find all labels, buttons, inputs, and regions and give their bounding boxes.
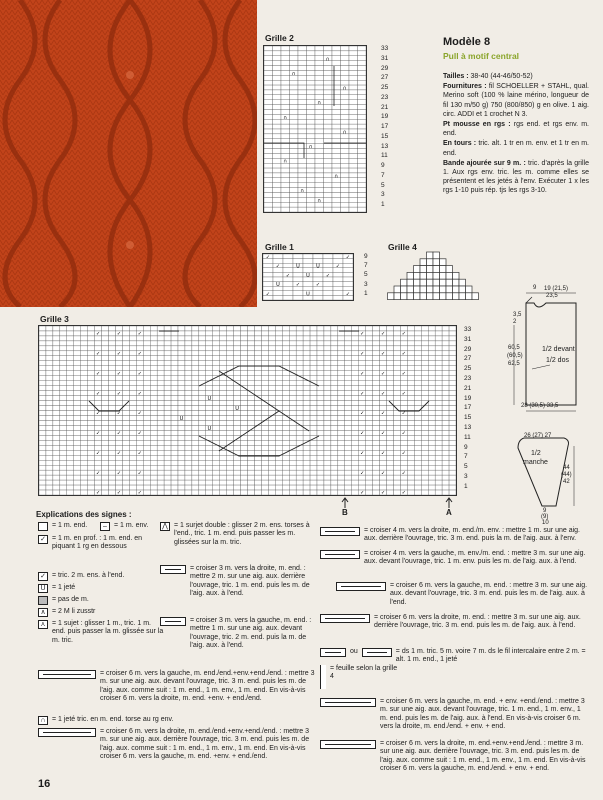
page-number: 16 — [38, 778, 51, 790]
svg-text:∩: ∩ — [317, 197, 322, 204]
grille-4-title: Grille 4 — [388, 242, 417, 252]
row-number: 23 — [381, 93, 389, 101]
svg-text:✓: ✓ — [116, 470, 122, 477]
svg-text:✓: ✓ — [95, 370, 101, 377]
row-number: 9 — [364, 253, 368, 260]
grille-3-chart — [38, 325, 457, 496]
svg-text:✓: ✓ — [401, 390, 407, 397]
row-number: 31 — [381, 54, 389, 62]
svg-text:✓: ✓ — [360, 390, 365, 397]
row-number: 3 — [364, 280, 368, 288]
row-number: 33 — [381, 45, 389, 52]
row-number: 7 — [364, 262, 368, 270]
body-neck-measure-2: 2 — [513, 319, 517, 325]
svg-text:✓: ✓ — [116, 450, 122, 457]
svg-text:✓: ✓ — [137, 390, 142, 397]
svg-text:U: U — [276, 282, 280, 289]
grille-1-title: Grille 1 — [265, 242, 294, 252]
svg-text:✓: ✓ — [401, 450, 407, 457]
svg-text:✓: ✓ — [95, 430, 101, 437]
svg-text:✓: ✓ — [116, 410, 122, 417]
svg-text:✓: ✓ — [137, 331, 142, 338]
svg-text:✓: ✓ — [275, 263, 281, 270]
row-number: 19 — [381, 113, 389, 121]
svg-text:∩: ∩ — [342, 85, 347, 92]
svg-text:✓: ✓ — [325, 272, 331, 279]
legend-cross6-right-purl: = croiser 6 m. vers la droite, m. end.+env.+end./end. : mettre 3 m. sur une aig. aux. derrière l'ouvrage, tric. 3 m. end. puis les m. de l'aig. aux. comme suit : 1 m. end., 1 m. env., 1 m. end. En vis-à-vis croiser 6 m. vers la gauche, m. end./end. + env. + end. — [320, 740, 590, 774]
svg-text:✓: ✓ — [401, 331, 407, 338]
sleeve-label: manche — [523, 459, 548, 466]
legend-cross4-left: = croiser 4 m. vers la gauche, m. env./m. end. : mettre 3 m. sur une aig. aux. devant l'ouvrage, tric. 1 m. env. puis les m. de l'aig. aux. à l'end. — [320, 550, 590, 567]
svg-text:✓: ✓ — [380, 331, 386, 338]
row-number: 17 — [464, 404, 472, 412]
svg-text:∩: ∩ — [334, 173, 339, 180]
svg-text:✓: ✓ — [116, 351, 122, 358]
svg-text:✓: ✓ — [116, 490, 122, 495]
grille-4-chart — [384, 250, 482, 302]
svg-text:✓: ✓ — [360, 351, 365, 358]
instr-lace-band: Bande ajourée sur 9 m. : tric. d'après la grille 1. Aux rgs env. tric. les m. comme elles se présentent et les jetés à l'env. Exécuter 1 x les rgs 1-10 puis rép. tjs les rgs 3-10. — [443, 159, 589, 195]
svg-text:✓: ✓ — [380, 450, 386, 457]
row-number: 27 — [464, 355, 472, 363]
svg-text:✓: ✓ — [137, 351, 142, 358]
svg-text:✓: ✓ — [295, 282, 301, 289]
svg-text:✓: ✓ — [265, 254, 271, 261]
row-number: 31 — [464, 335, 472, 343]
legend-yarn-over: U = 1 jeté — [38, 584, 160, 593]
sleeve-label-half: 1/2 — [531, 450, 541, 457]
row-number: 1 — [464, 482, 468, 490]
svg-text:✓: ✓ — [360, 470, 365, 477]
legend-knit: = 1 m. end. — [38, 522, 148, 531]
grille-1-chart — [262, 253, 354, 301]
svg-text:✓: ✓ — [380, 351, 386, 358]
knit-swatch-photo — [0, 0, 257, 307]
svg-text:✓: ✓ — [380, 430, 386, 437]
sleeve-cuff-3: 10 — [542, 520, 549, 526]
grille-3-arrows — [340, 497, 455, 509]
row-number: 9 — [381, 162, 385, 169]
body-neck-measure-1: 3,5 — [513, 312, 522, 318]
svg-text:✓: ✓ — [137, 450, 142, 457]
svg-text:✓: ✓ — [95, 490, 101, 495]
legend-leaf: = feuille selon la grille 4 — [320, 665, 400, 689]
svg-text:∩: ∩ — [325, 56, 330, 63]
svg-text:∩: ∩ — [283, 158, 288, 165]
sleeve-cuff-1: 9 — [543, 508, 547, 514]
legend-cross6-right-combo: = croiser 6 m. vers la droite, m. end./end.+env.+end./end. : mettre 3 m. sur une aig. aux. derrière l'ouvrage, tric. 3 m. end. puis les m. de l'aig. aux. comme suit : 1 m. end., 1 m. env., 1 m. end. En vis-à-vis croiser 6 m. vers la gauche, m. end. +env. + end./end. — [38, 728, 318, 762]
svg-text:✓: ✓ — [265, 291, 271, 298]
svg-text:✓: ✓ — [360, 430, 365, 437]
row-number: 11 — [464, 433, 471, 441]
row-number: 11 — [381, 152, 388, 160]
sleeve-cuff-2: (9) — [541, 514, 549, 520]
row-number: 23 — [464, 375, 472, 382]
svg-text:✓: ✓ — [137, 490, 142, 495]
svg-text:✓: ✓ — [345, 254, 351, 261]
row-number: 15 — [464, 414, 472, 422]
sleeve-length-1: 44 — [563, 465, 570, 471]
instructions — [443, 72, 589, 197]
instr-garter: Pt mousse en rgs : rgs end. et rgs env. m. end. — [443, 121, 589, 138]
svg-text:✓: ✓ — [401, 410, 407, 417]
legend-ssk: ⋏ = 1 sujet : glisser 1 m., tric. 1 m. end. puis passer la m. glissée sur la m. tric. — [38, 620, 166, 645]
row-number: 5 — [464, 463, 468, 471]
svg-text:U: U — [316, 263, 320, 270]
legend-cross3-left: = croiser 3 m. vers la gauche, m. end. : mettre 1 m. sur une aig. aux. devant l'ouvrage, tric. 2 m. end. puis la m. de l'aig. aux. à l'end. — [160, 617, 312, 651]
row-number: 29 — [381, 64, 389, 72]
svg-text:✓: ✓ — [380, 470, 386, 477]
row-number: 19 — [464, 394, 472, 402]
row-number: 29 — [464, 345, 472, 353]
sleeve-length-2: (44) — [561, 472, 572, 478]
svg-text:✓: ✓ — [116, 370, 122, 377]
svg-text:✓: ✓ — [315, 282, 321, 289]
legend-cross3-right: = croiser 3 m. vers la droite, m. end. : mettre 2 m. sur une aig. aux. derrière l'ouvrage, tric. 1 m. end. puis les m. de l'aig. aux. à l'end. — [160, 565, 312, 599]
legend-cross6-left-combo: = croiser 6 m. vers la gauche, m. end./end.+env.+end./end. : mettre 3 m. sur une aig. aux. devant l'ouvrage, tric. 3 m. end. puis les m. de l'aig. aux. comme suit : 1 m. end., 1 m. env., 1 m. end. En vis-à-vis croiser 6 m. vers la droite, m. end. +env. + end./end. — [38, 670, 318, 704]
svg-text:✓: ✓ — [116, 390, 122, 397]
svg-text:✓: ✓ — [116, 430, 122, 437]
svg-text:U: U — [306, 291, 310, 298]
legend-purl: – = 1 m. env. — [100, 522, 170, 531]
grille-3-marker-a: A — [446, 508, 452, 517]
svg-text:✓: ✓ — [360, 331, 365, 338]
grille-2-chart — [263, 45, 367, 213]
row-number: 1 — [364, 289, 368, 297]
svg-text:✓: ✓ — [95, 410, 101, 417]
body-label-front: 1/2 devant — [542, 346, 575, 353]
sleeve-length-3: 42 — [563, 479, 570, 485]
row-number: 25 — [381, 84, 389, 91]
svg-text:✓: ✓ — [95, 450, 101, 457]
legend-2m-li: ∧ = 2 M li zusstr — [38, 608, 160, 617]
row-number: 27 — [381, 74, 389, 82]
row-number: 9 — [464, 443, 468, 451]
svg-text:✓: ✓ — [137, 470, 142, 477]
svg-text:U: U — [179, 416, 184, 423]
instr-materials: Fournitures : fil SCHOELLER + STAHL, qual. Merino soft (100 % laine mérino, longueur de fil 130 m/50 g) 750 (800/850) g en olive. 1 aig. circ. ADDI et 1 crochet N 3. — [443, 83, 589, 118]
grille-3-title: Grille 3 — [40, 314, 69, 324]
row-number: 5 — [364, 271, 368, 279]
svg-text:✓: ✓ — [285, 272, 291, 279]
svg-text:✓: ✓ — [335, 263, 341, 270]
row-number: 21 — [381, 103, 389, 111]
svg-text:∩: ∩ — [308, 144, 313, 151]
svg-text:✓: ✓ — [137, 370, 142, 377]
legend-twisted-yo: ∩ = 1 jeté tric. en m. end. torse au rg env. — [38, 716, 318, 725]
row-number: 15 — [381, 132, 389, 140]
row-number: 3 — [464, 473, 468, 480]
row-number: 3 — [381, 191, 385, 199]
svg-text:U: U — [306, 272, 310, 279]
body-length-2: (60,5) — [507, 353, 523, 359]
body-top-measure-1: 9 — [533, 285, 537, 291]
row-number: 5 — [381, 181, 385, 189]
svg-text:∩: ∩ — [342, 129, 347, 136]
svg-text:U: U — [235, 406, 239, 413]
legend-cross6-left-purl: = croiser 6 m. vers la gauche, m. end. + env. +end./end. : mettre 3 m. sur une aig. aux. devant l'ouvrage, tric. 1 m. end., 1 m. env., 1 m. end. puis les m. de l'aig. aux. à l'end. En vis-à-vis croiser 6 m. vers la droite, m. end./end. + env. + end. — [320, 698, 590, 732]
svg-text:✓: ✓ — [137, 410, 142, 417]
legend-cross4-right: = croiser 4 m. vers la droite, m. end./m. env. : mettre 1 m. sur une aig. aux. derrière l'ouvrage, tric. 3 m. end. puis la m. de l'aig. aux. à l'env. — [320, 527, 590, 544]
legend-knit-below: ✓ = 1 m. en prof. : 1 m. end. en piquant 1 rg en dessous — [38, 535, 160, 552]
grille-3-marker-b: B — [342, 508, 348, 517]
body-length-1: 60,5 — [508, 345, 520, 351]
row-number: 33 — [464, 326, 472, 333]
svg-text:✓: ✓ — [360, 410, 365, 417]
svg-text:✓: ✓ — [380, 390, 386, 397]
legend-title: Explications des signes : — [36, 510, 132, 519]
row-number: 1 — [381, 201, 385, 208]
svg-text:✓: ✓ — [95, 470, 101, 477]
row-number: 17 — [381, 123, 389, 130]
row-number: 21 — [464, 384, 472, 392]
svg-text:U: U — [296, 263, 300, 270]
svg-text:✓: ✓ — [360, 370, 365, 377]
body-length-3: 62,5 — [508, 361, 520, 367]
row-number: 7 — [381, 171, 385, 179]
model-subtitle: Pull à motif central — [443, 51, 520, 61]
body-top-measure-3: 23,5 — [546, 293, 558, 299]
body-top-measure-2: 19 (21,5) — [544, 286, 569, 292]
svg-text:✓: ✓ — [345, 291, 351, 298]
svg-text:✓: ✓ — [116, 331, 122, 338]
svg-text:✓: ✓ — [401, 430, 407, 437]
svg-text:✓: ✓ — [137, 430, 142, 437]
svg-text:U: U — [207, 425, 212, 432]
svg-text:∩: ∩ — [317, 100, 322, 107]
row-number: 25 — [464, 365, 472, 373]
svg-text:✓: ✓ — [380, 490, 386, 495]
instr-rounds: En tours : tric. alt. 1 tr en m. env. et 1 tr en m. end. — [443, 140, 589, 157]
body-width-measure: 28 (30,5) 33,5 — [521, 403, 559, 409]
grille-2-title: Grille 2 — [265, 33, 294, 43]
svg-text:✓: ✓ — [360, 450, 365, 457]
legend-cross6-left: = croiser 6 m. vers la gauche, m. end. : mettre 3 m. sur une aig. aux. devant l'ouvrage, tric. 3 m. end. puis les m. de l'aig. aux. à l'end. — [336, 582, 590, 607]
legend-double-decrease: ⋀ = 1 surjet double : glisser 2 m. ens. torses à l'end., tric. 1 m. end. puis passer les m. glissées sur la m. tric. — [160, 522, 310, 547]
svg-text:∩: ∩ — [283, 114, 288, 121]
instr-sizes: Tailles : 38-40 (44-46/50-52) — [443, 73, 533, 80]
model-title: Modèle 8 — [443, 36, 491, 48]
svg-text:✓: ✓ — [95, 331, 101, 338]
svg-text:∩: ∩ — [300, 188, 305, 195]
cable-texture — [0, 0, 257, 307]
svg-text:✓: ✓ — [95, 390, 101, 397]
svg-text:U: U — [207, 396, 212, 403]
svg-text:∩: ∩ — [291, 70, 296, 77]
legend-bobble: ou = ds 1 m. tric. 5 m. voire 7 m. ds le fil intercalaire entre 2 m. = alt. 1 m. end., 1 jeté — [320, 648, 590, 665]
legend-no-stitch: = pas de m. — [38, 596, 160, 605]
svg-text:✓: ✓ — [401, 351, 407, 358]
svg-text:✓: ✓ — [401, 370, 407, 377]
svg-text:✓: ✓ — [401, 490, 407, 495]
row-number: 7 — [464, 453, 468, 461]
svg-text:✓: ✓ — [95, 351, 101, 358]
row-number: 13 — [381, 142, 389, 150]
svg-text:✓: ✓ — [380, 370, 386, 377]
legend-cross6-right: = croiser 6 m. vers la droite, m. end. : mettre 3 m. sur une aig. aux. derrière l'ouvrage, tric. 3 m. end. puis les m. de l'aig. aux. à l'end. — [320, 614, 590, 631]
sleeve-top-measure: 26 (27) 27 — [524, 433, 552, 439]
svg-text:✓: ✓ — [401, 470, 407, 477]
svg-text:✓: ✓ — [360, 490, 365, 495]
row-number: 13 — [464, 424, 472, 431]
legend-k2tog: ✓ = tric. 2 m. ens. à l'end. — [38, 572, 160, 581]
svg-text:✓: ✓ — [380, 410, 386, 417]
body-label-back: 1/2 dos — [546, 357, 569, 364]
